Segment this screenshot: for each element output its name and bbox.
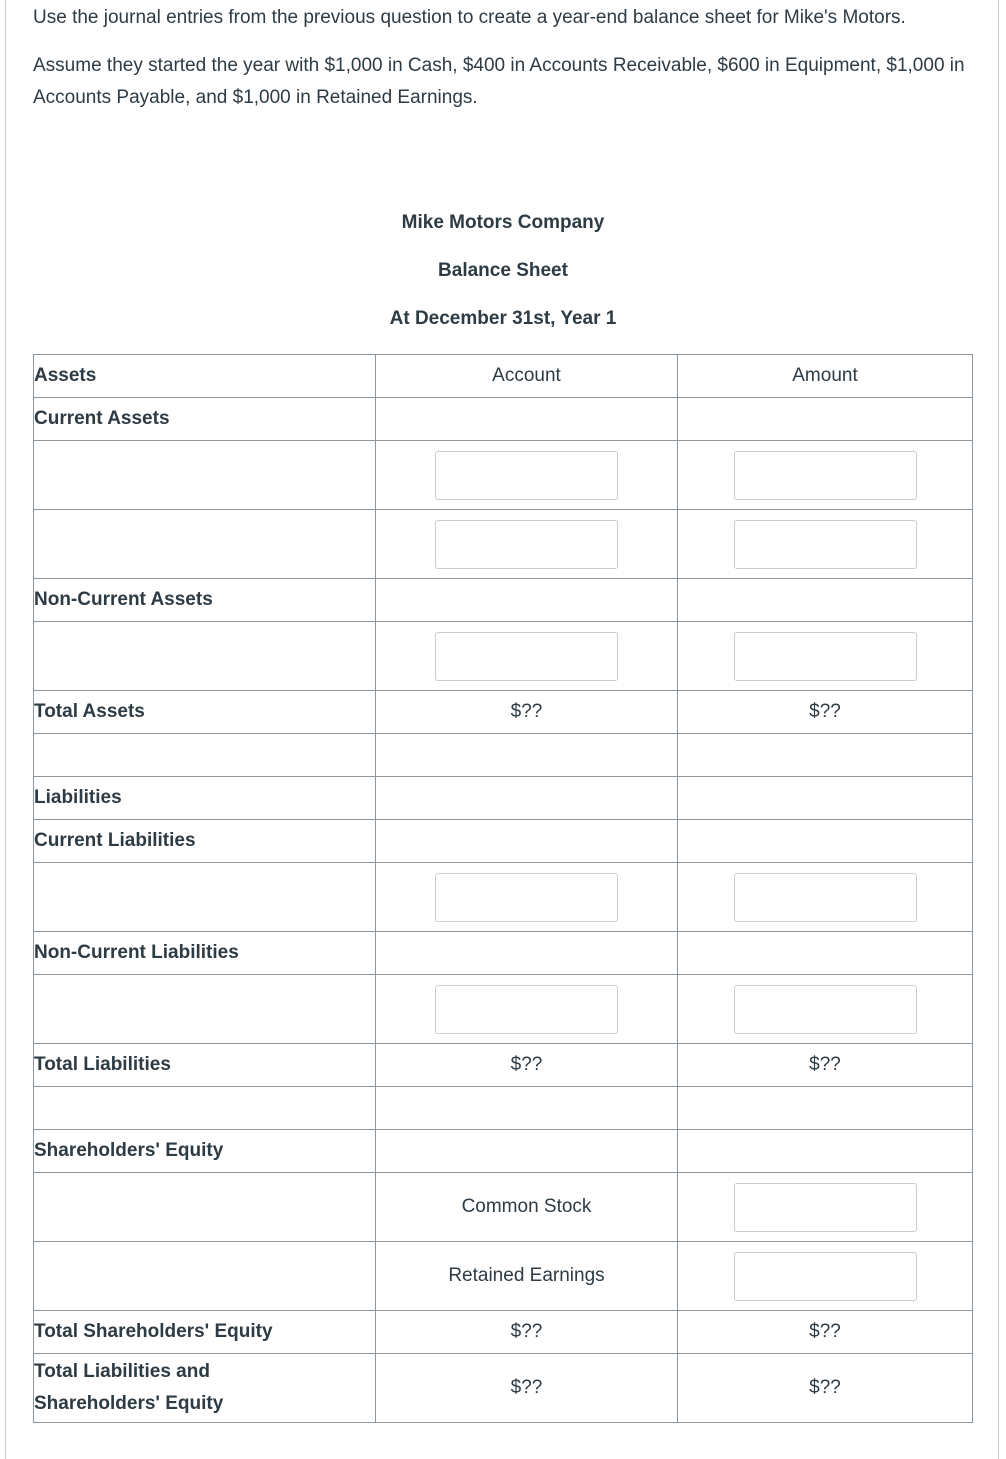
account-column-header: Account <box>376 355 678 398</box>
statement-date: At December 31st, Year 1 <box>389 308 617 329</box>
question-paragraph-2: Assume they started the year with $1,000 in Cash, $400 in Accounts Receivable, $600 in Equipment, $1,000 in Accounts Payable, and $1,000 in Retained Earnings. <box>33 55 965 108</box>
table-row <box>34 622 973 691</box>
non-current-liability-account-input[interactable] <box>435 985 618 1034</box>
current-asset-1-amount-input[interactable] <box>734 451 917 500</box>
total-liab-equity-amount-value: $?? <box>678 1354 973 1423</box>
table-header-row <box>34 355 973 398</box>
table-row <box>34 820 973 863</box>
company-name: Mike Motors Company <box>401 212 605 233</box>
total-assets-label: Total Assets <box>34 691 376 734</box>
table-row <box>34 734 973 777</box>
total-equity-account-value: $?? <box>376 1311 678 1354</box>
non-current-liability-amount-input[interactable] <box>734 985 917 1034</box>
non-current-asset-amount-input[interactable] <box>734 632 917 681</box>
total-liabilities-amount-value: $?? <box>678 1044 973 1087</box>
total-liab-equity-account-value: $?? <box>376 1354 678 1423</box>
current-asset-2-account-input[interactable] <box>435 520 618 569</box>
table-row <box>34 510 973 579</box>
question-paragraph-1: Use the journal entries from the previous question to create a year-end balance sheet for Mike's Motors. <box>33 7 906 28</box>
total-equity-amount-value: $?? <box>678 1311 973 1354</box>
total-assets-account-value: $?? <box>376 691 678 734</box>
common-stock-amount-input[interactable] <box>734 1183 917 1232</box>
table-row <box>34 932 973 975</box>
liabilities-header: Liabilities <box>34 777 376 820</box>
current-assets-label: Current Assets <box>34 398 376 441</box>
table-row <box>34 1173 973 1242</box>
total-assets-amount-value: $?? <box>678 691 973 734</box>
non-current-asset-account-input[interactable] <box>435 632 618 681</box>
current-liability-amount-input[interactable] <box>734 873 917 922</box>
table-row <box>34 398 973 441</box>
table-row <box>34 777 973 820</box>
statement-title: Balance Sheet <box>438 260 568 281</box>
current-liability-account-input[interactable] <box>435 873 618 922</box>
common-stock-label: Common Stock <box>376 1173 678 1242</box>
table-row <box>34 441 973 510</box>
non-current-assets-label: Non-Current Assets <box>34 579 376 622</box>
table-row <box>34 975 973 1044</box>
total-shareholders-equity-label: Total Shareholders' Equity <box>34 1311 376 1354</box>
shareholders-equity-header: Shareholders' Equity <box>34 1130 376 1173</box>
table-row <box>34 691 973 734</box>
assets-header: Assets <box>34 355 376 398</box>
total-liab-equity-line-1: Total Liabilities and <box>34 1361 210 1382</box>
retained-earnings-amount-input[interactable] <box>734 1252 917 1301</box>
current-asset-1-account-input[interactable] <box>435 451 618 500</box>
table-row <box>34 1044 973 1087</box>
amount-column-header: Amount <box>678 355 973 398</box>
total-liabilities-account-value: $?? <box>376 1044 678 1087</box>
table-row <box>34 1311 973 1354</box>
table-row <box>34 1354 973 1423</box>
total-liab-equity-line-2: Shareholders' Equity <box>34 1393 224 1414</box>
table-row <box>34 1242 973 1311</box>
table-row <box>34 863 973 932</box>
total-liabilities-label: Total Liabilities <box>34 1044 376 1087</box>
current-asset-2-amount-input[interactable] <box>734 520 917 569</box>
balance-sheet-table <box>33 354 973 1423</box>
table-row <box>34 1087 973 1130</box>
total-liabilities-and-equity-label <box>34 1354 376 1423</box>
retained-earnings-label: Retained Earnings <box>376 1242 678 1311</box>
table-row <box>34 1130 973 1173</box>
current-liabilities-label: Current Liabilities <box>34 820 376 863</box>
question-text <box>33 2 983 130</box>
non-current-liabilities-label: Non-Current Liabilities <box>34 932 376 975</box>
table-row <box>34 579 973 622</box>
